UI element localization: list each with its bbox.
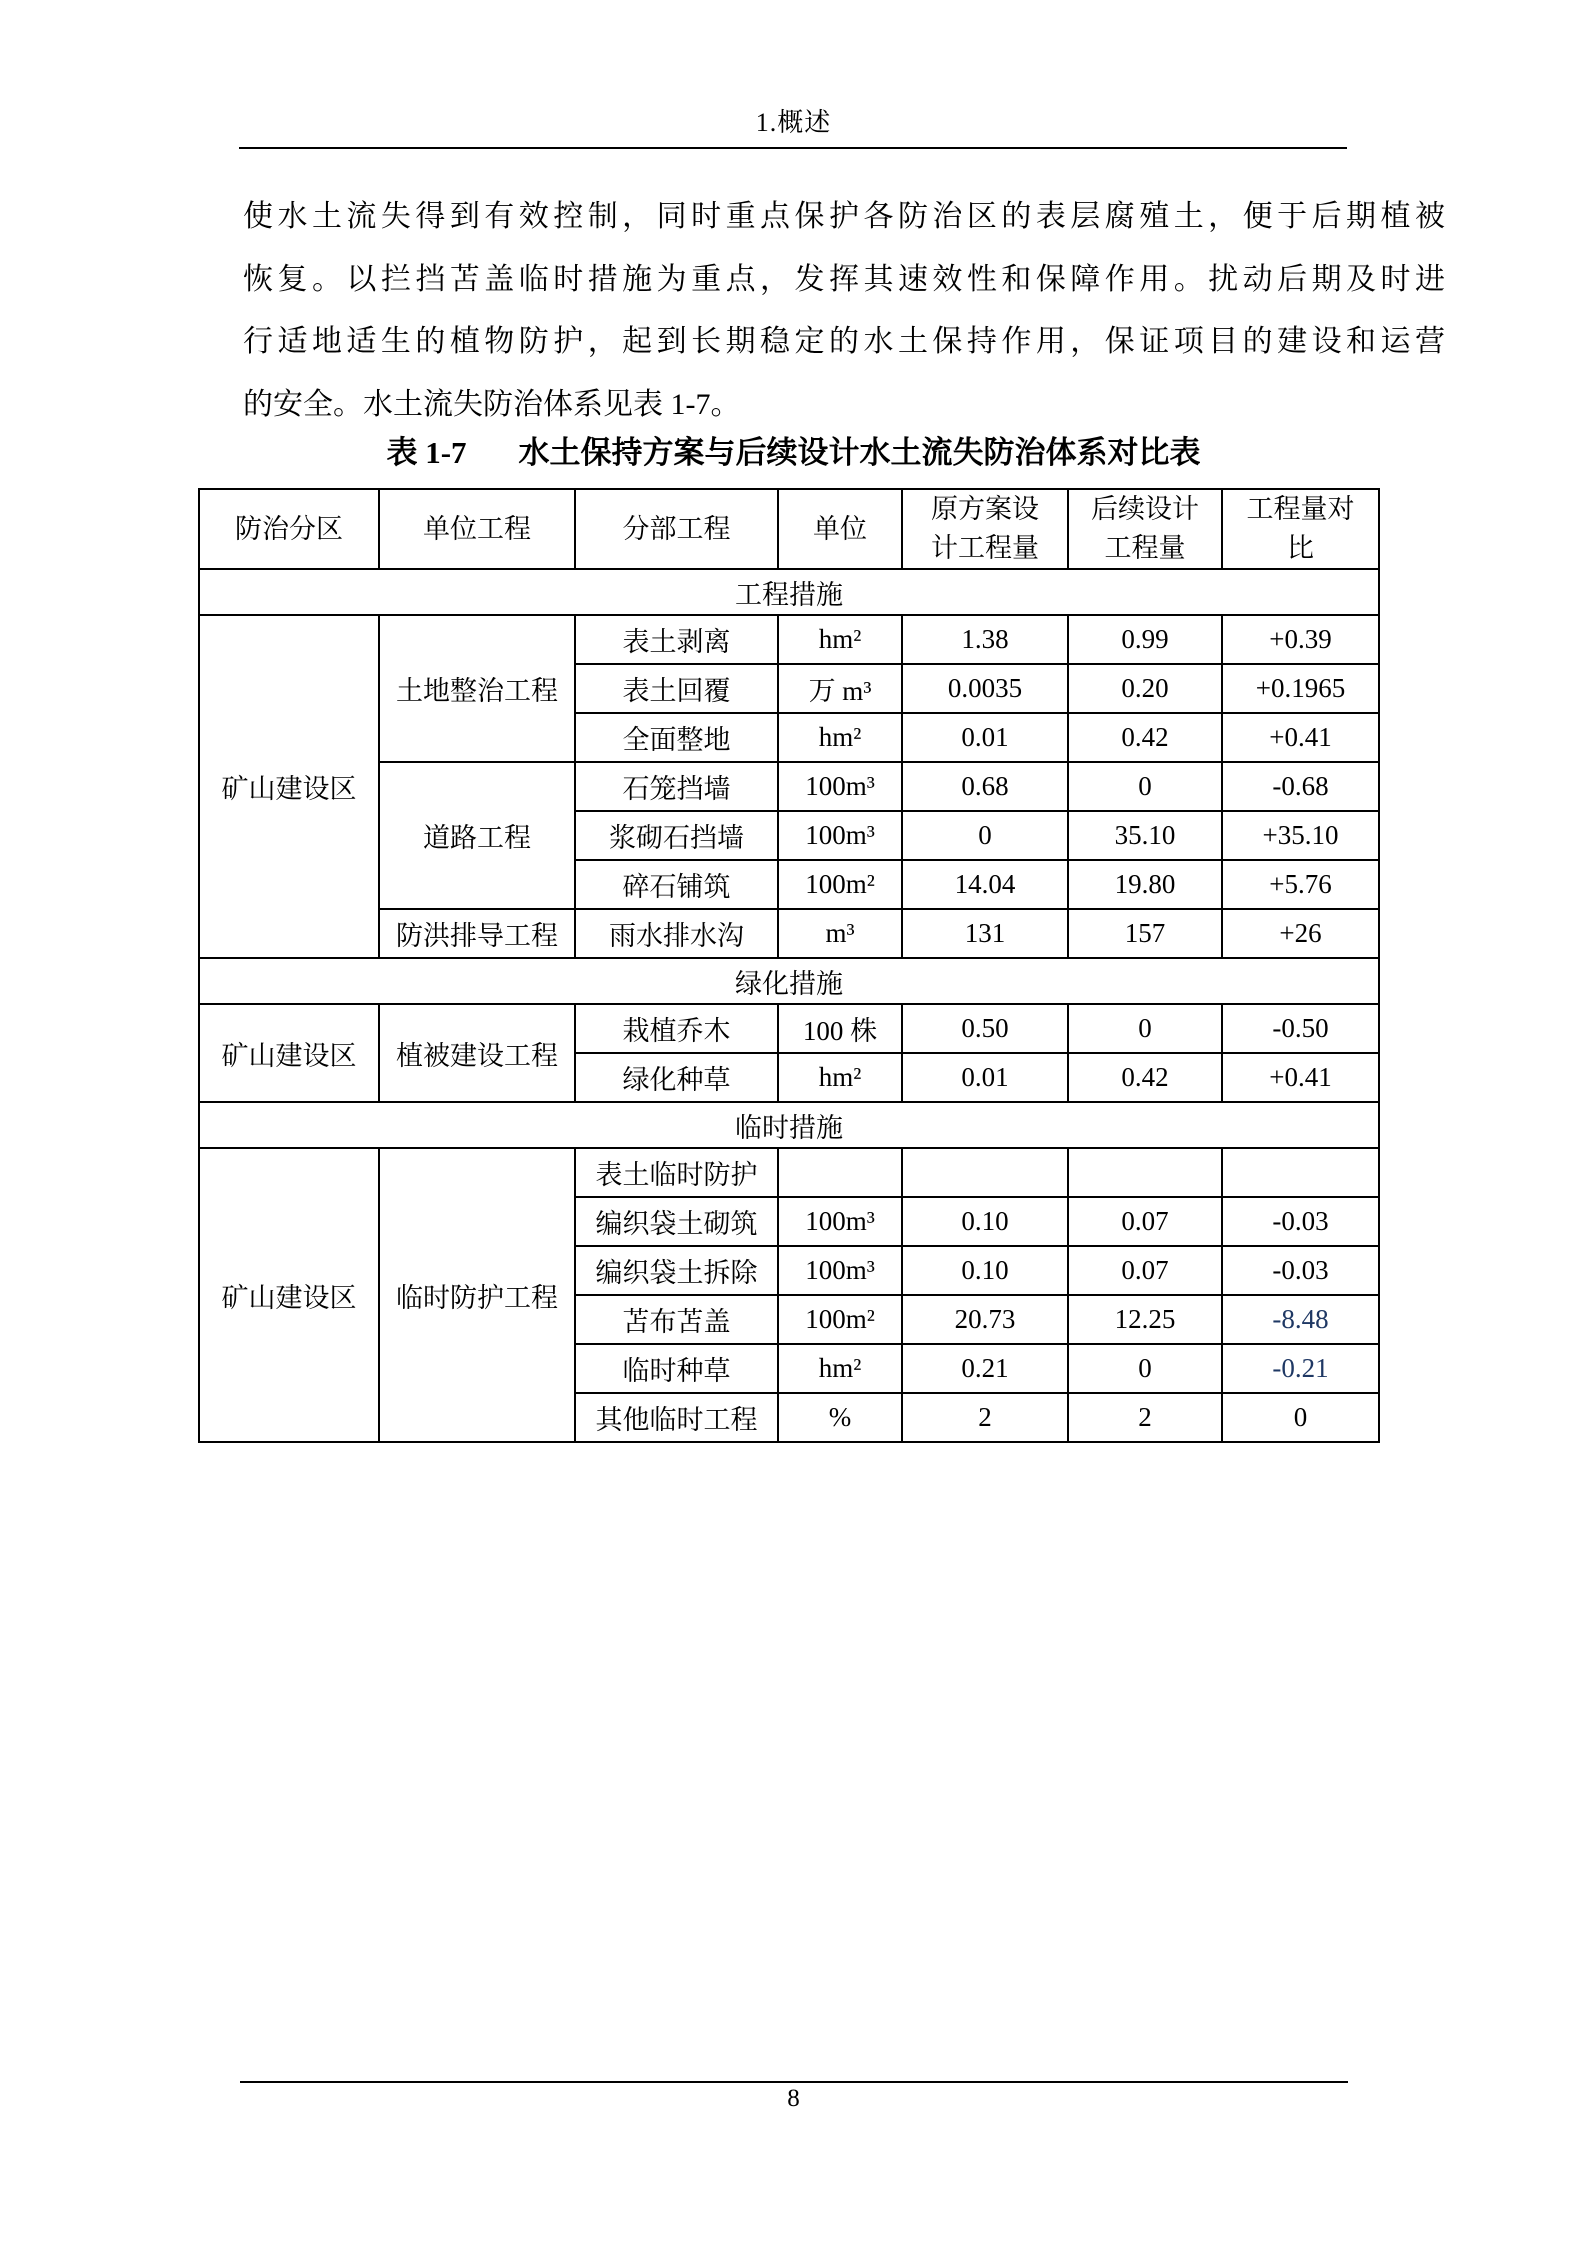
col-header-orig-qty: 原方案设 计工程量 xyxy=(902,489,1068,569)
cell-unit: 100m³ xyxy=(778,1246,902,1295)
cell-qty-diff: -8.48 xyxy=(1222,1295,1379,1344)
cell-unit: 100 株 xyxy=(778,1004,902,1053)
cell-qty-diff: +0.41 xyxy=(1222,1053,1379,1102)
header-divider xyxy=(239,147,1347,149)
cell-unit: 100m³ xyxy=(778,811,902,860)
cell-unit-project: 防洪排导工程 xyxy=(379,909,575,958)
cell-unit: 100m³ xyxy=(778,762,902,811)
section-header-row xyxy=(199,1102,1379,1148)
cell-qty-diff: 0 xyxy=(1222,1393,1379,1442)
cell-unit: hm² xyxy=(778,615,902,664)
cell-qty-diff xyxy=(1222,1148,1379,1197)
footer-divider xyxy=(240,2081,1348,2083)
cell-unit: % xyxy=(778,1393,902,1442)
cell-region: 矿山建设区 xyxy=(199,1148,379,1442)
section-title: 临时措施 xyxy=(199,1102,1379,1148)
cell-follow-qty: 0 xyxy=(1068,762,1222,811)
col-header-follow-qty: 后续设计 工程量 xyxy=(1068,489,1222,569)
table-caption xyxy=(0,427,1587,472)
cell-orig-qty: 0.01 xyxy=(902,713,1068,762)
cell-orig-qty: 0 xyxy=(902,811,1068,860)
cell-follow-qty: 2 xyxy=(1068,1393,1222,1442)
cell-follow-qty: 0 xyxy=(1068,1004,1222,1053)
page-header: 1.概述 xyxy=(755,108,832,137)
cell-sub-project: 其他临时工程 xyxy=(575,1393,778,1442)
col-header-region: 防治分区 xyxy=(199,489,379,569)
cell-orig-qty: 0.68 xyxy=(902,762,1068,811)
cell-qty-diff: +0.1965 xyxy=(1222,664,1379,713)
cell-sub-project: 绿化种草 xyxy=(575,1053,778,1102)
cell-sub-project: 浆砌石挡墙 xyxy=(575,811,778,860)
cell-unit xyxy=(778,1148,902,1197)
cell-follow-qty: 0.07 xyxy=(1068,1246,1222,1295)
cell-follow-qty: 0.42 xyxy=(1068,1053,1222,1102)
table-row xyxy=(199,615,1379,664)
cell-qty-diff: +26 xyxy=(1222,909,1379,958)
cell-unit-project: 植被建设工程 xyxy=(379,1004,575,1102)
cell-unit-project: 土地整治工程 xyxy=(379,615,575,762)
cell-sub-project: 编织袋土拆除 xyxy=(575,1246,778,1295)
cell-unit: m³ xyxy=(778,909,902,958)
cell-region: 矿山建设区 xyxy=(199,615,379,958)
cell-orig-qty: 0.10 xyxy=(902,1197,1068,1246)
cell-sub-project: 全面整地 xyxy=(575,713,778,762)
cell-sub-project: 栽植乔木 xyxy=(575,1004,778,1053)
section-header-row xyxy=(199,569,1379,615)
table-header-row xyxy=(199,489,1379,569)
cell-sub-project: 临时种草 xyxy=(575,1344,778,1393)
cell-orig-qty: 1.38 xyxy=(902,615,1068,664)
cell-qty-diff: +0.41 xyxy=(1222,713,1379,762)
cell-follow-qty: 157 xyxy=(1068,909,1222,958)
table-caption-text: 水土保持方案与后续设计水土流失防治体系对比表 xyxy=(518,435,1201,470)
cell-unit-project: 临时防护工程 xyxy=(379,1148,575,1442)
cell-orig-qty: 0.50 xyxy=(902,1004,1068,1053)
section-header-row xyxy=(199,958,1379,1004)
cell-sub-project: 表土剥离 xyxy=(575,615,778,664)
page-number: 8 xyxy=(787,2085,800,2112)
cell-unit: 100m³ xyxy=(778,1197,902,1246)
cell-follow-qty: 0.42 xyxy=(1068,713,1222,762)
cell-follow-qty: 0.20 xyxy=(1068,664,1222,713)
cell-sub-project: 表土临时防护 xyxy=(575,1148,778,1197)
cell-unit: 100m² xyxy=(778,1295,902,1344)
cell-qty-diff: +0.39 xyxy=(1222,615,1379,664)
cell-follow-qty xyxy=(1068,1148,1222,1197)
cell-unit: hm² xyxy=(778,1053,902,1102)
cell-follow-qty: 0.07 xyxy=(1068,1197,1222,1246)
cell-follow-qty: 19.80 xyxy=(1068,860,1222,909)
cell-orig-qty: 0.10 xyxy=(902,1246,1068,1295)
cell-unit: 100m² xyxy=(778,860,902,909)
col-header-sub-project: 分部工程 xyxy=(575,489,778,569)
cell-unit-project: 道路工程 xyxy=(379,762,575,909)
cell-sub-project: 苫布苫盖 xyxy=(575,1295,778,1344)
cell-follow-qty: 35.10 xyxy=(1068,811,1222,860)
col-header-unit-project: 单位工程 xyxy=(379,489,575,569)
cell-qty-diff: -0.68 xyxy=(1222,762,1379,811)
cell-sub-project: 表土回覆 xyxy=(575,664,778,713)
col-header-unit: 单位 xyxy=(778,489,902,569)
body-paragraph xyxy=(243,186,1445,436)
cell-unit: hm² xyxy=(778,713,902,762)
cell-qty-diff: -0.03 xyxy=(1222,1246,1379,1295)
cell-orig-qty: 14.04 xyxy=(902,860,1068,909)
paragraph-line: 的安全。水土流失防治体系见表 1-7。 xyxy=(243,387,741,421)
cell-orig-qty xyxy=(902,1148,1068,1197)
section-title: 绿化措施 xyxy=(199,958,1379,1004)
cell-orig-qty: 0.21 xyxy=(902,1344,1068,1393)
cell-qty-diff: -0.21 xyxy=(1222,1344,1379,1393)
comparison-table-container xyxy=(198,488,1380,1443)
cell-orig-qty: 2 xyxy=(902,1393,1068,1442)
cell-follow-qty: 12.25 xyxy=(1068,1295,1222,1344)
cell-qty-diff: -0.03 xyxy=(1222,1197,1379,1246)
cell-orig-qty: 0.01 xyxy=(902,1053,1068,1102)
paragraph-line: 行适地适生的植物防护，起到长期稳定的水土保持作用，保证项目的建设和运营 xyxy=(243,325,1445,358)
cell-sub-project: 雨水排水沟 xyxy=(575,909,778,958)
cell-orig-qty: 20.73 xyxy=(902,1295,1068,1344)
cell-qty-diff: +35.10 xyxy=(1222,811,1379,860)
paragraph-line: 恢复。以拦挡苫盖临时措施为重点，发挥其速效性和保障作用。扰动后期及时进 xyxy=(243,262,1445,296)
comparison-table xyxy=(198,488,1380,1443)
cell-sub-project: 编织袋土砌筑 xyxy=(575,1197,778,1246)
cell-orig-qty: 0.0035 xyxy=(902,664,1068,713)
table-caption-label: 表 1-7 xyxy=(386,435,467,470)
cell-follow-qty: 0.99 xyxy=(1068,615,1222,664)
cell-orig-qty: 131 xyxy=(902,909,1068,958)
col-header-qty-diff: 工程量对 比 xyxy=(1222,489,1379,569)
cell-unit: hm² xyxy=(778,1344,902,1393)
table-row xyxy=(199,1148,1379,1197)
cell-region: 矿山建设区 xyxy=(199,1004,379,1102)
cell-qty-diff: +5.76 xyxy=(1222,860,1379,909)
cell-follow-qty: 0 xyxy=(1068,1344,1222,1393)
table-row xyxy=(199,1004,1379,1053)
section-title: 工程措施 xyxy=(199,569,1379,615)
cell-sub-project: 碎石铺筑 xyxy=(575,860,778,909)
cell-qty-diff: -0.50 xyxy=(1222,1004,1379,1053)
paragraph-line: 使水土流失得到有效控制，同时重点保护各防治区的表层腐殖土，便于后期植被 xyxy=(243,200,1445,233)
cell-sub-project: 石笼挡墙 xyxy=(575,762,778,811)
cell-unit: 万 m³ xyxy=(778,664,902,713)
